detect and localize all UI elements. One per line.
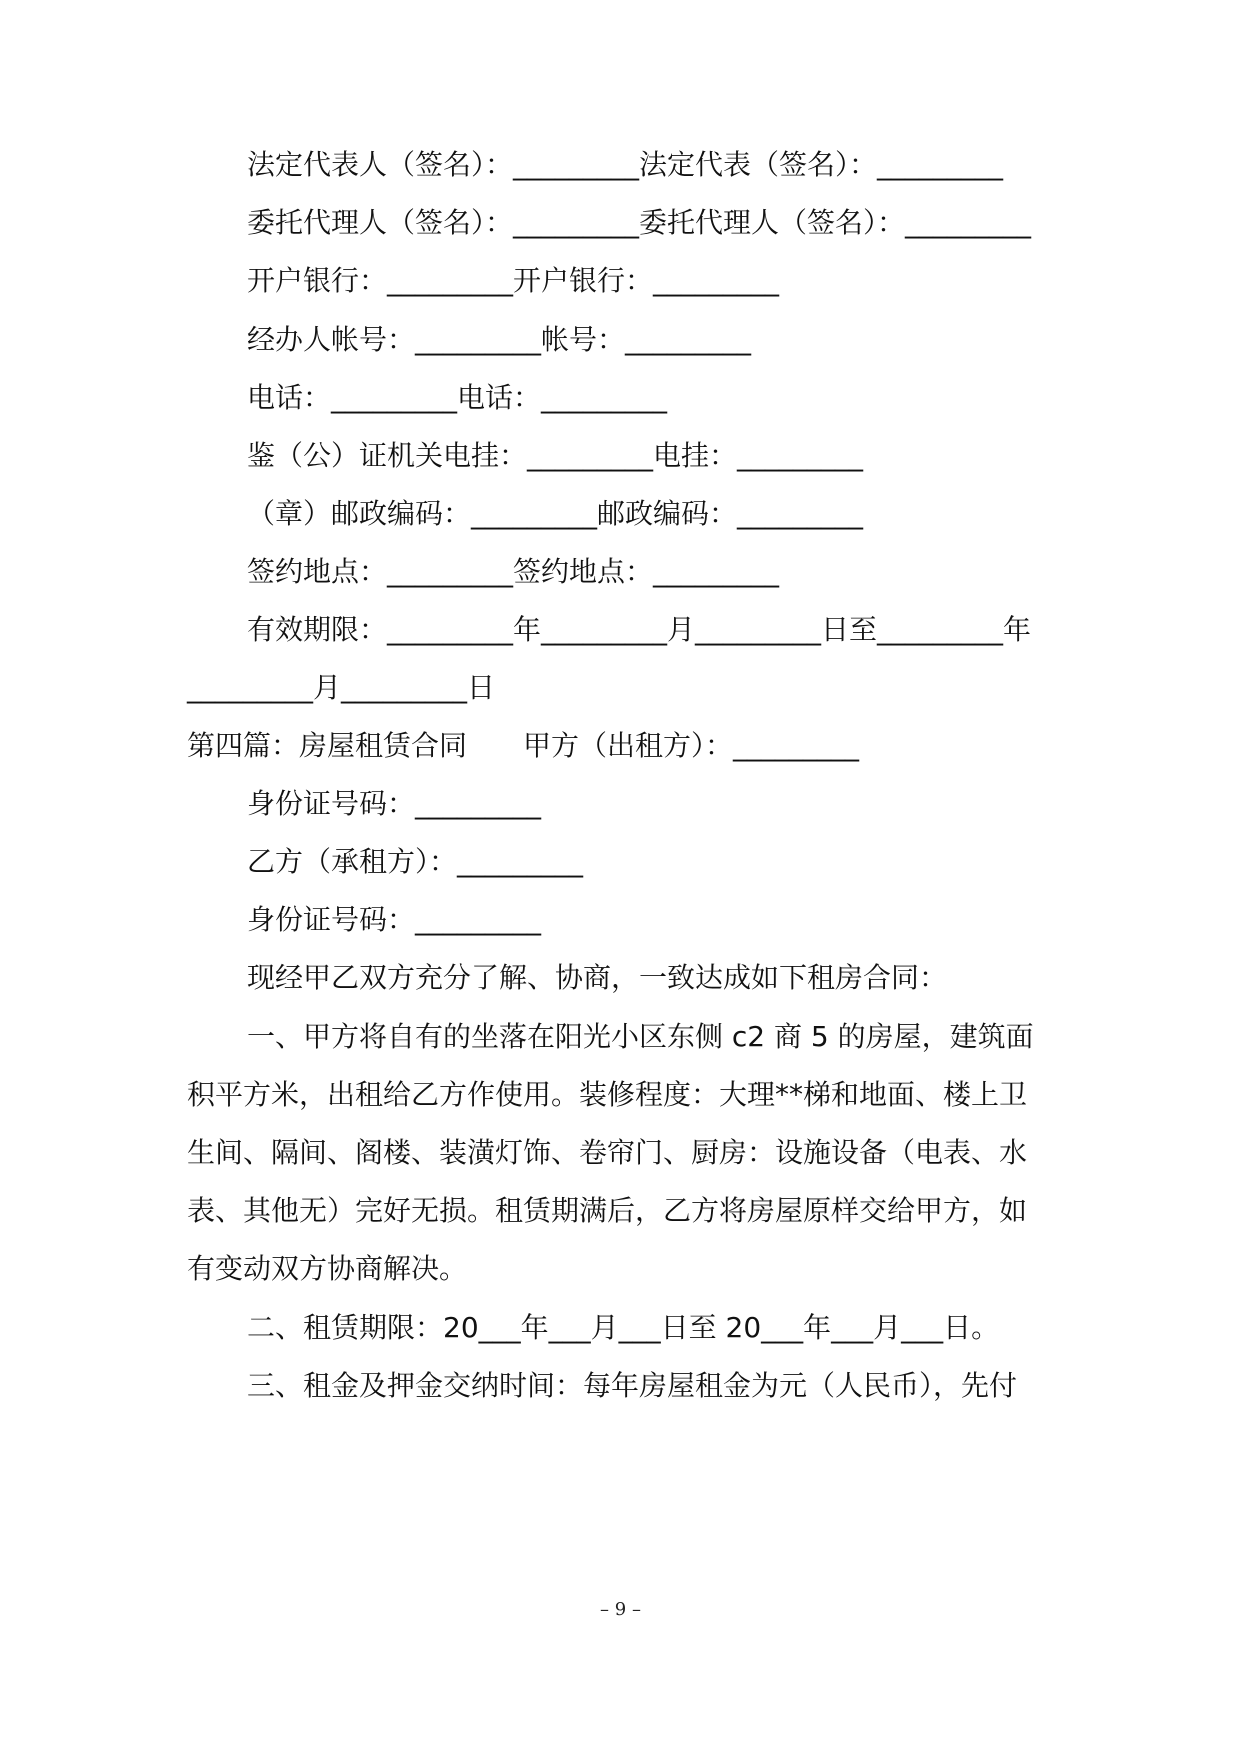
section-heading: 第四篇：房屋租赁合同 甲方（出租方）：_________ <box>187 729 860 762</box>
text-line: 有变动双方协商解决。 <box>187 1252 468 1285</box>
text-line: 身份证号码：_________ <box>247 903 542 936</box>
text-line: 鉴（公）证机关电挂：_________电挂：_________ <box>247 439 864 472</box>
text-line: 三、租金及押金交纳时间：每年房屋租金为元（人民币），先付 <box>247 1369 1018 1402</box>
text-line: 法定代表人（签名）：_________法定代表（签名）：_________ <box>247 148 1004 181</box>
text-line: 乙方（承租方）：_________ <box>247 845 584 878</box>
text-line: 有效期限：_________年_________月_________日至_________年 <box>247 613 1032 646</box>
text-line: 一、甲方将自有的坐落在阳光小区东侧 c2 商 5 的房屋，建筑面 <box>247 1020 1034 1053</box>
text-line: 委托代理人（签名）：_________委托代理人（签名）：_________ <box>247 206 1032 239</box>
text-line: （章）邮政编码：_________邮政编码：_________ <box>247 497 864 530</box>
text-line: 经办人帐号：_________帐号：_________ <box>247 323 752 356</box>
text-line: 积平方米，出租给乙方作使用。装修程度：大理**梯和地面、楼上卫 <box>187 1078 1028 1111</box>
text-line: 生间、隔间、阁楼、装潢灯饰、卷帘门、厨房：设施设备（电表、水 <box>187 1136 1028 1169</box>
text-line: _________月_________日 <box>187 671 496 704</box>
text-line: 二、租赁期限：20___年___月___日至 20___年___月___日。 <box>247 1311 1000 1344</box>
text-line: 身份证号码：_________ <box>247 787 542 820</box>
text-line: 开户银行：_________开户银行：_________ <box>247 264 780 297</box>
page-number: – 9 – <box>600 1599 641 1620</box>
text-line: 现经甲乙双方充分了解、协商，一致达成如下租房合同： <box>247 961 948 994</box>
text-line: 签约地点：_________签约地点：_________ <box>247 555 780 588</box>
text-line: 电话：_________电话：_________ <box>247 381 668 414</box>
text-line: 表、其他无）完好无损。租赁期满后，乙方将房屋原样交给甲方，如 <box>187 1194 1028 1227</box>
